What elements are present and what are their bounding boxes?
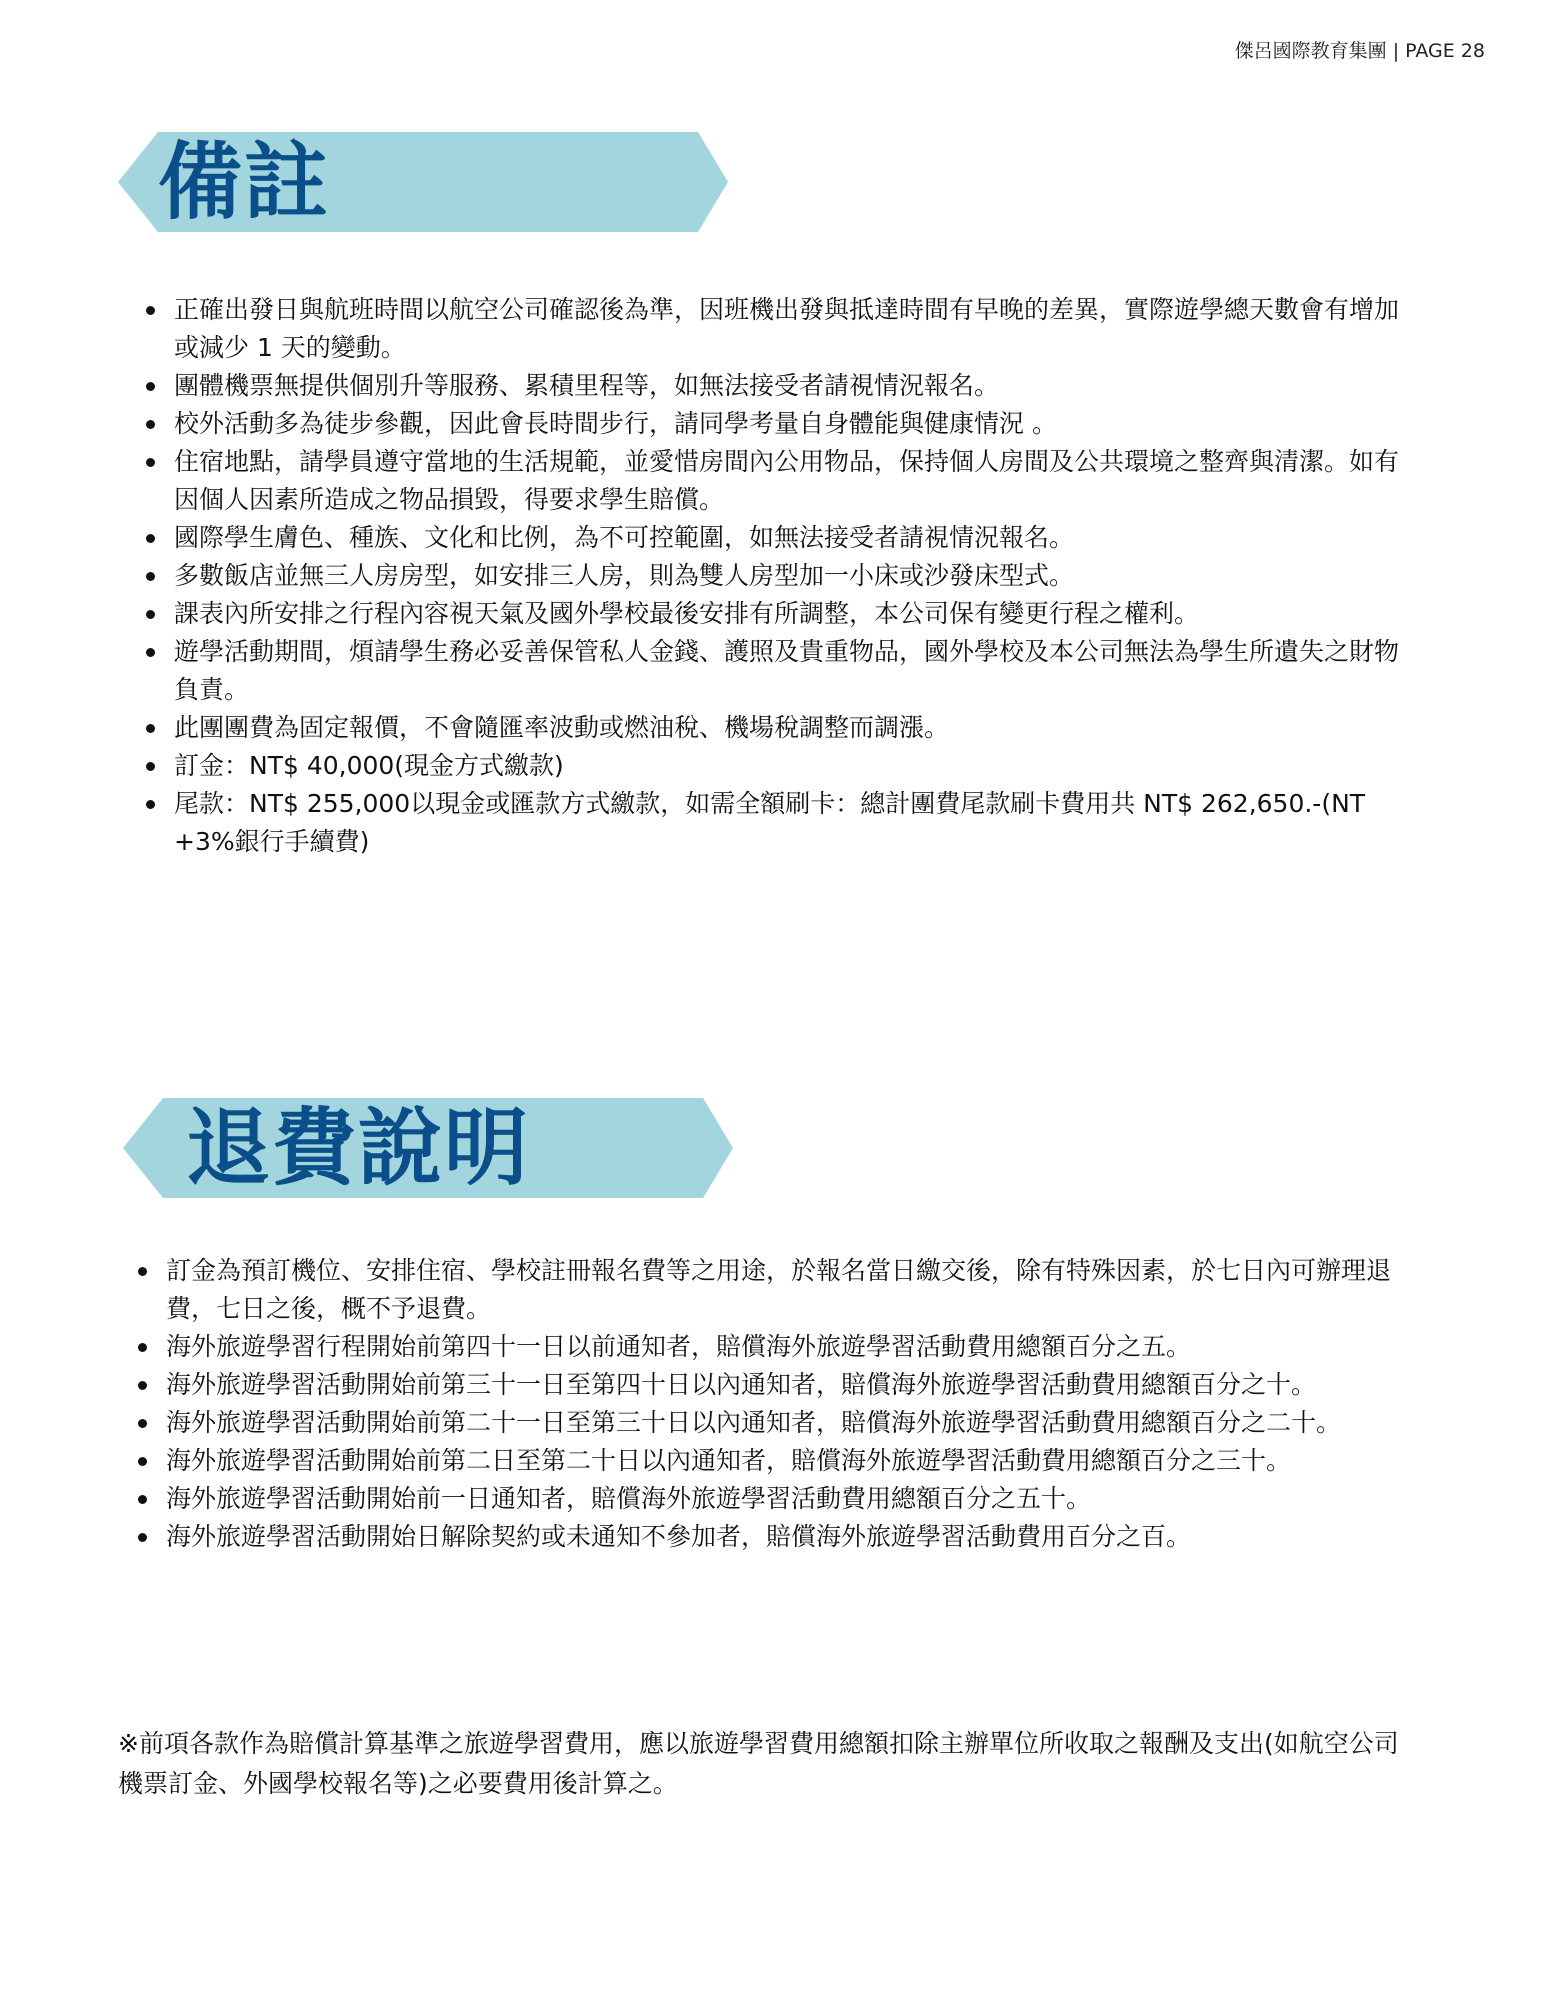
list-item: 海外旅遊學習活動開始前第三十一日至第四十日以內通知者，賠償海外旅遊學習活動費用總額百分之十。 [130,1366,1420,1404]
notes-banner [118,132,738,232]
list-item: 校外活動多為徒步參觀，因此會長時間步行，請同學考量自身體能與健康情況 。 [138,405,1420,443]
refund-list [130,1252,1420,1556]
list-item: 海外旅遊學習行程開始前第四十一日以前通知者，賠償海外旅遊學習活動費用總額百分之五。 [130,1328,1420,1366]
list-item: 課表內所安排之行程內容視天氣及國外學校最後安排有所調整，本公司保有變更行程之權利。 [138,595,1420,633]
list-item: 海外旅遊學習活動開始前一日通知者，賠償海外旅遊學習活動費用總額百分之五十。 [130,1480,1420,1518]
list-item: 訂金為預訂機位、安排住宿、學校註冊報名費等之用途，於報名當日繳交後，除有特殊因素，於七日內可辦理退費，七日之後，概不予退費。 [130,1252,1420,1328]
list-item: 尾款：NT$ 255,000以現金或匯款方式繳款，如需全額刷卡：總計團費尾款刷卡費用共 NT$ 262,650.-(NT +3%銀行手續費) [138,785,1420,861]
list-item: 正確出發日與航班時間以航空公司確認後為準，因班機出發與抵達時間有早晚的差異，實際遊學總天數會有增加或減少 1 天的變動。 [138,291,1420,367]
notes-list [138,291,1420,861]
list-item: 多數飯店並無三人房房型，如安排三人房，則為雙人房型加一小床或沙發床型式。 [138,557,1420,595]
page-header: 傑呂國際教育集團 | PAGE 28 [1234,40,1485,62]
refund-title: 退費說明 [186,1099,531,1197]
notes-title: 備註 [158,133,331,231]
refund-banner [123,1098,743,1198]
list-item: 海外旅遊學習活動開始前第二十一日至第三十日以內通知者，賠償海外旅遊學習活動費用總額百分之二十。 [130,1404,1420,1442]
list-item: 此團團費為固定報價，不會隨匯率波動或燃油稅、機場稅調整而調漲。 [138,709,1420,747]
list-item: 國際學生膚色、種族、文化和比例，為不可控範圍，如無法接受者請視情況報名。 [138,519,1420,557]
list-item: 住宿地點，請學員遵守當地的生活規範，並愛惜房間內公用物品，保持個人房間及公共環境之整齊與清潔。如有因個人因素所造成之物品損毀，得要求學生賠償。 [138,443,1420,519]
refund-footnote: ※前項各款作為賠償計算基準之旅遊學習費用，應以旅遊學習費用總額扣除主辦單位所收取之報酬及支出(如航空公司機票訂金、外國學校報名等)之必要費用後計算之。 [118,1729,1399,1798]
list-item: 海外旅遊學習活動開始前第二日至第二十日以內通知者，賠償海外旅遊學習活動費用總額百分之三十。 [130,1442,1420,1480]
list-item: 海外旅遊學習活動開始日解除契約或未通知不參加者，賠償海外旅遊學習活動費用百分之百。 [130,1518,1420,1556]
list-item: 團體機票無提供個別升等服務、累積里程等，如無法接受者請視情況報名。 [138,367,1420,405]
list-item: 遊學活動期間，煩請學生務必妥善保管私人金錢、護照及貴重物品，國外學校及本公司無法為學生所遺失之財物負責。 [138,633,1420,709]
list-item: 訂金：NT$ 40,000(現金方式繳款) [138,747,1420,785]
